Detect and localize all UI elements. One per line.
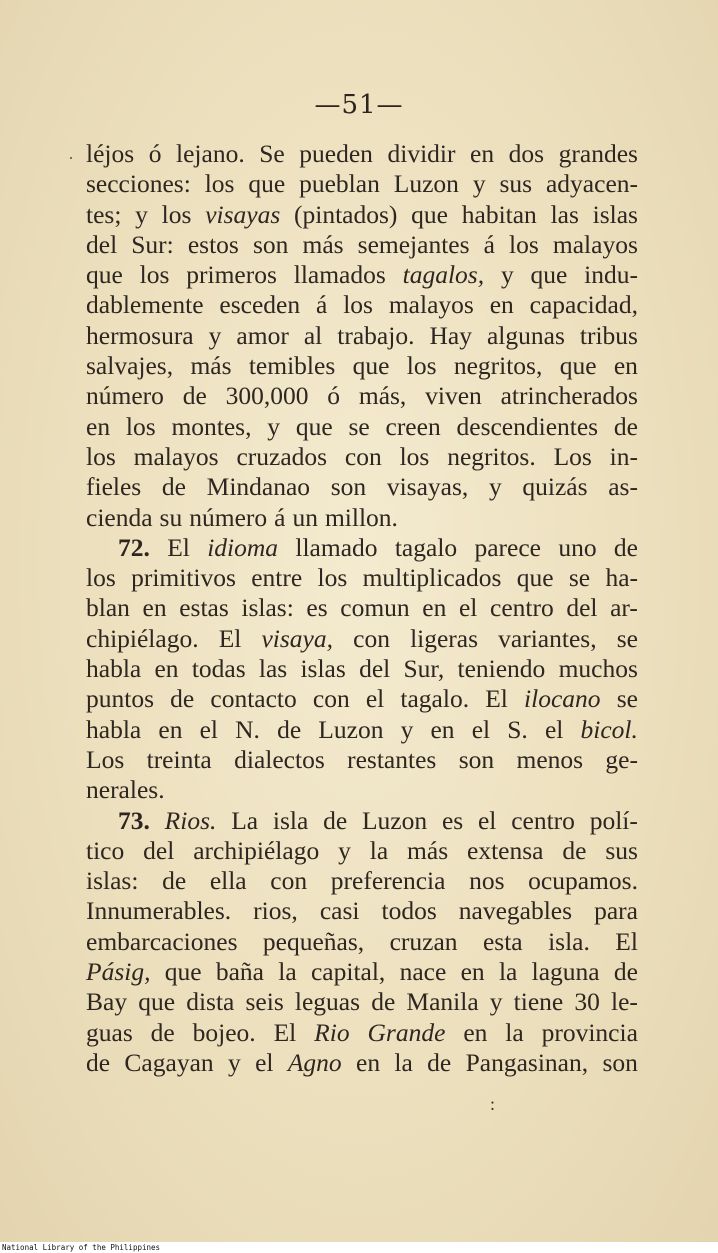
text-line: 72. El idioma llamado tagalo parece uno de: [118, 532, 638, 562]
text-line: de Cagayan y el Agno en la de Pangasinan, son: [86, 1047, 638, 1077]
text-line: nerales.: [86, 775, 165, 805]
text-line: Innumerables. rios, casi todos navegables para: [86, 896, 638, 926]
text-line: blan en estas islas: es comun en el centro del ar-: [86, 593, 638, 623]
body-text: [86, 139, 638, 1078]
text-line: habla en el N. de Luzon y en el S. el bicol.: [86, 714, 638, 744]
stray-mark: ·: [68, 148, 74, 168]
paragraph-number: 72.: [118, 532, 150, 562]
bottom-mark: :: [490, 1094, 496, 1114]
text-line: del Sur: estos son más semejantes á los malayos: [86, 229, 638, 259]
text-line: en los montes, y que se creen descendientes de: [86, 411, 638, 441]
page-number: —51—: [314, 90, 404, 120]
text-line: los primitivos entre los multiplicados que se ha-: [86, 563, 638, 593]
text-line: tico del archipiélago y la más extensa de sus: [86, 835, 638, 865]
text-line: Los treinta dialectos restantes son menos ge-: [86, 744, 638, 774]
text-line: secciones: los que pueblan Luzon y sus adyacen-: [86, 169, 638, 199]
text-line: dablemente esceden á los malayos en capacidad,: [86, 290, 638, 320]
text-line: los malayos cruzados con los negritos. Los in-: [86, 441, 638, 471]
footer-strip: [0, 1242, 718, 1253]
text-line: chipiélago. El visaya, con ligeras variantes, se: [86, 623, 638, 653]
text-line: 73. Rios. La isla de Luzon es el centro polí-: [118, 805, 638, 835]
text-line: tes; y los visayas (pintados) que habitan las islas: [86, 199, 638, 229]
paragraph-number: 73.: [118, 805, 150, 835]
text-line: que los primeros llamados tagalos, y que indu-: [86, 260, 638, 290]
footer-credit: National Library of the Philippines: [2, 1243, 161, 1252]
text-line: embarcaciones pequeñas, cruzan esta isla. El: [86, 926, 638, 956]
text-line: léjos ó lejano. Se pueden dividir en dos grandes: [86, 139, 638, 168]
text-line: salvajes, más temibles que los negritos, que en: [86, 351, 638, 381]
text-line: hermosura y amor al trabajo. Hay algunas tribus: [86, 320, 638, 350]
text-line: Bay que dista seis leguas de Manila y tiene 30 le-: [86, 987, 638, 1017]
text-line: puntos de contacto con el tagalo. El ilocano se: [86, 684, 638, 714]
text-line: Pásig, que baña la capital, nace en la laguna de: [86, 957, 638, 987]
text-line: habla en todas las islas del Sur, teniendo muchos: [86, 654, 638, 684]
text-line: fieles de Mindanao son visayas, y quizás as-: [86, 472, 638, 502]
text-line: islas: de ella con preferencia nos ocupamos.: [86, 866, 638, 896]
text-line: número de 300,000 ó más, viven atrincherados: [86, 381, 638, 411]
text-line: guas de bojeo. El Rio Grande en la provincia: [86, 1017, 638, 1047]
text-line: cienda su número á un millon.: [86, 502, 398, 532]
